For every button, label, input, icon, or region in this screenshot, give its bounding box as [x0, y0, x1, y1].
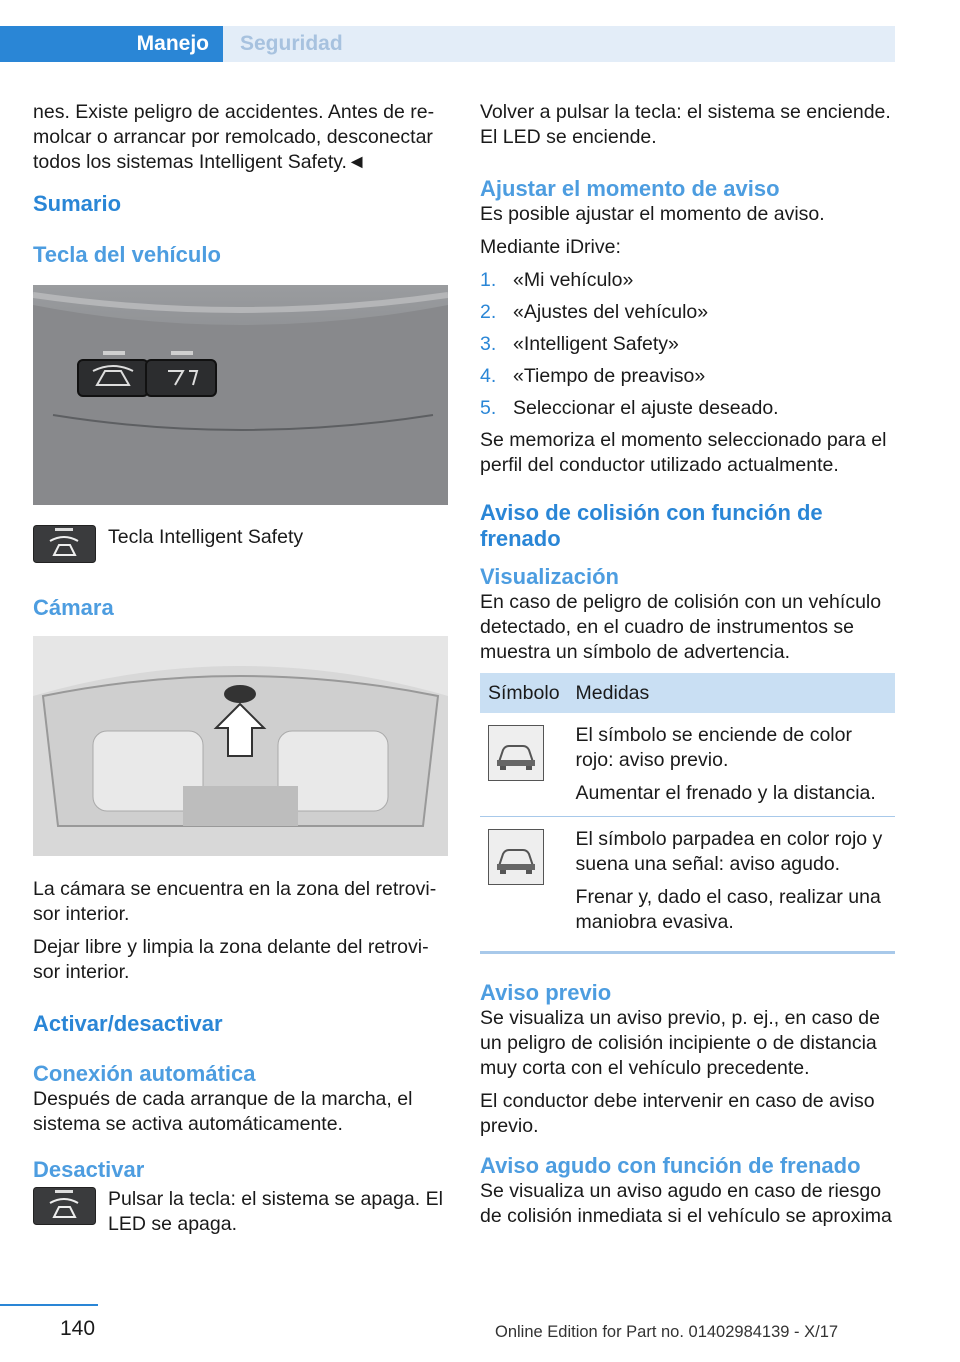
windshield-camera-photo — [33, 636, 448, 856]
step-text: «Intelligent Safety» — [513, 333, 679, 355]
aviso-previo-paragraph-1: Se visualiza un aviso previo, p. ej., en caso de un peligro de colisión incipiente o de distancia muy corta con el vehículo precedente. — [480, 1007, 880, 1079]
intelligent-safety-key-icon — [33, 525, 96, 563]
aviso-agudo-paragraph: Se visualiza un aviso agudo en caso de riesgo de colisión inmediata si el vehículo se aproxima — [480, 1180, 892, 1227]
step-number: 5. — [480, 397, 497, 419]
heading-tecla-vehiculo: Tecla del vehículo — [33, 242, 221, 267]
symbol-cell — [480, 713, 568, 817]
list-item — [480, 364, 896, 389]
measure-text: Frenar y, dado el caso, realizar una maniobra evasiva. — [575, 886, 881, 933]
ajustar-paragraph-2: Mediante iDrive: — [480, 236, 621, 258]
button-panel-illustration — [33, 285, 448, 505]
right-intro-paragraph: Volver a pulsar la tecla: el sistema se enciende. El LED se enciende. — [480, 101, 891, 148]
step-number: 1. — [480, 269, 497, 291]
list-item — [480, 396, 896, 421]
symbol-table — [480, 673, 895, 954]
tab-seguridad[interactable]: Seguridad — [223, 26, 895, 62]
footer-rule — [0, 1304, 98, 1306]
windshield-illustration — [33, 636, 448, 856]
right-column — [480, 100, 896, 1237]
tecla-legend — [33, 525, 449, 563]
measure-cell — [568, 817, 895, 953]
list-item — [480, 268, 896, 293]
heading-activar-desactivar: Activar/desactivar — [33, 1011, 223, 1036]
step-text: «Mi vehículo» — [513, 269, 634, 291]
heading-conexion-automatica: Conexión automática — [33, 1061, 256, 1086]
measure-text: El símbolo parpadea en color rojo y suena una señal: aviso agudo. — [575, 828, 883, 875]
left-column — [33, 100, 449, 1237]
measure-cell — [568, 713, 895, 817]
heading-desactivar: Desactivar — [33, 1157, 145, 1182]
camara-paragraph-1: La cámara se encuentra en la zona del retrovisor interior. — [33, 878, 437, 925]
step-text: «Ajustes del vehículo» — [513, 301, 709, 323]
chapter-tabs — [0, 26, 895, 62]
step-number: 4. — [480, 365, 497, 387]
measure-text: El símbolo se enciende de color rojo: aviso previo. — [575, 724, 852, 771]
desactivar-row — [33, 1187, 449, 1237]
ajustar-paragraph-3: Se memoriza el momento seleccionado para el perfil del conductor utilizado actualmente. — [480, 429, 887, 476]
list-item — [480, 332, 896, 357]
heading-ajustar-momento: Ajustar el momento de aviso — [480, 176, 780, 201]
column-header-simbolo: Símbolo — [480, 673, 568, 713]
button-panel-photo — [33, 285, 448, 505]
intro-paragraph: nes. Existe peligro de accidentes. Antes de remolcar o arrancar por remolcado, desconectar todos los sistemas Intelligent Safety.◄ — [33, 101, 435, 173]
step-number: 2. — [480, 301, 497, 323]
car-warning-icon — [488, 725, 544, 781]
ajustar-paragraph-1: Es posible ajustar el momento de aviso. — [480, 203, 825, 225]
column-header-medidas: Medidas — [568, 673, 895, 713]
step-number: 3. — [480, 333, 497, 355]
table-row — [480, 817, 895, 953]
desactivar-text: Pulsar la tecla: el sistema se apaga. El LED se apaga. — [108, 1188, 443, 1235]
heading-sumario: Sumario — [33, 191, 122, 216]
heading-aviso-agudo: Aviso agudo con función de frenado — [480, 1153, 861, 1178]
step-text: Seleccionar el ajuste deseado. — [513, 397, 779, 419]
intelligent-safety-key-icon — [33, 1187, 96, 1225]
page-number: 140 — [60, 1317, 96, 1340]
table-row — [480, 713, 895, 817]
conexion-paragraph: Después de cada arranque de la marcha, el sistema se activa automáticamente. — [33, 1088, 413, 1135]
car-warning-icon — [488, 829, 544, 885]
heading-aviso-previo: Aviso previo — [480, 980, 612, 1005]
list-item — [480, 300, 896, 325]
tab-manejo[interactable]: Manejo — [0, 26, 223, 62]
heading-visualizacion: Visualización — [480, 564, 619, 589]
heading-camara: Cámara — [33, 595, 114, 620]
heading-aviso-colision: Aviso de colisión con función de frenado — [480, 500, 823, 551]
idrive-steps-list — [480, 268, 896, 421]
tecla-caption: Tecla Intelligent Safety — [108, 526, 304, 548]
table-header-row — [480, 673, 895, 713]
step-text: «Tiempo de preaviso» — [513, 365, 706, 387]
visualizacion-paragraph: En caso de peligro de colisión con un vehículo detectado, en el cuadro de instrumentos se muestra un símbolo de advertencia. — [480, 591, 882, 663]
edition-note: Online Edition for Part no. 01402984139 - X/17 — [495, 1323, 839, 1341]
symbol-cell — [480, 817, 568, 953]
camara-paragraph-2: Dejar libre y limpia la zona delante del retrovisor interior. — [33, 936, 429, 983]
measure-text: Aumentar el frenado y la distancia. — [575, 782, 876, 804]
aviso-previo-paragraph-2: El conductor debe intervenir en caso de aviso previo. — [480, 1090, 875, 1137]
